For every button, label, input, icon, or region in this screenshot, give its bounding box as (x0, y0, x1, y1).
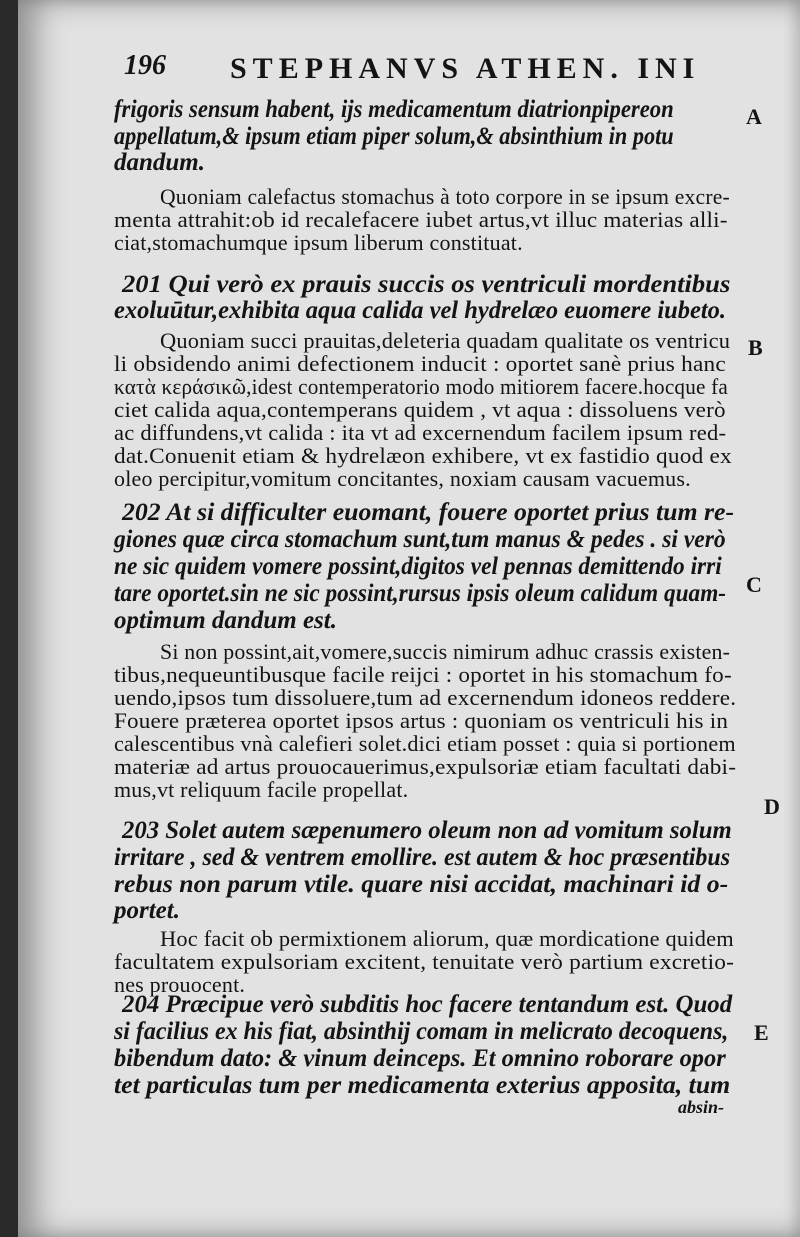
text-line: dandum. (114, 149, 206, 176)
text-line: tibus,nequeuntibusque facile reijci : oportet in his stomachum fo- (114, 662, 732, 687)
text-line: ac diffundens,vt calida : ita vt ad excernendum facilem ipsum red- (114, 420, 727, 445)
text-line: 203 Solet autem sæpenumero oleum non ad vomitum solum (122, 817, 732, 844)
margin-letter-c: C (746, 572, 762, 597)
text-line: nes prouocent. (114, 972, 246, 997)
catchword: absin- (678, 1097, 725, 1117)
text-line: 201 Qui verò ex prauis succis os ventriculi mordentibus (122, 271, 731, 298)
text-line: si facilius ex his fiat, absinthij comam in melicrato decoquens, (114, 1018, 729, 1045)
text-line: giones quæ circa stomachum sunt,tum manus & pedes . si verò (114, 526, 726, 553)
text-line: ne sic quidem vomere possint,digitos vel pennas demittendo irri (114, 553, 722, 580)
text-line: Hoc facit ob permixtionem aliorum, quæ mordicatione quidem (160, 926, 734, 951)
text-line: tet particulas tum per medicamenta exterius apposita, tum (114, 1072, 731, 1099)
text-line: Fouere præterea oportet ipsos artus : quoniam os ventriculi his in (114, 708, 729, 733)
text-line: calescentibus vnà calefieri solet.dici etiam posset : quia si portionem (114, 731, 736, 756)
text-line: ciat,stomachumque ipsum liberum constituat. (114, 230, 523, 255)
text-line: irritare , sed & ventrem emollire. est autem & hoc præsentibus (114, 844, 731, 871)
text-line: rebus non parum vtile. quare nisi accidat, machinari id o- (114, 871, 729, 898)
text-line: uendo,ipsos tum dissoluere,tum ad excernendum idoneos reddere. (114, 685, 737, 710)
text-line: κατὰ κεράσικῶ,idest contemperatorio modo mitiorem facere.hocque fa (114, 374, 728, 399)
text-line: ciet calida aqua,contemperans quidem , vt aqua : dissoluens verò (114, 397, 726, 422)
text-line: Quoniam succi prauitas,deleteria quadam qualitate os ventricu (160, 328, 731, 353)
text-line: tare oportet.sin ne sic possint,rursus ipsis oleum calidum quam- (114, 580, 727, 607)
text-line: exoluūtur,exhibita aqua calida vel hydrelæo euomere iubeto. (114, 297, 726, 324)
page-number: 196 (124, 50, 166, 81)
text-line: dat.Conuenit etiam & hydrelæon exhibere, vt ex fastidio quod ex (114, 443, 732, 468)
text-line: frigoris sensum habent, ijs medicamentum diatrionpipereon (114, 96, 674, 123)
margin-letter-e: E (754, 1020, 769, 1045)
text-line: appellatum,& ipsum etiam piper solum,& absinthium in potu (114, 123, 674, 150)
margin-letter-b: B (748, 335, 763, 360)
text-line: 202 At si difficulter euomant, fouere oportet prius tum re- (122, 499, 735, 526)
margin-letter-a: A (746, 104, 762, 129)
running-title: STEPHANVS ATHEN. INI (230, 52, 701, 85)
text-line: menta attrahit:ob id recalefacere iubet artus,vt illuc materias alli- (114, 207, 728, 232)
text-line: mus,vt reliquum facile propellat. (114, 777, 409, 802)
text-line: bibendum dato: & vinum deinceps. Et omnino roborare opor (114, 1045, 726, 1072)
text-line: Quoniam calefactus stomachus à toto corpore in se ipsum excre- (160, 184, 730, 209)
margin-letter-d: D (764, 794, 780, 819)
book-page (18, 0, 800, 1237)
text-line: optimum dandum est. (114, 607, 337, 634)
text-line: li obsidendo animi defectionem inducit : oportet sanè prius hanc (114, 351, 726, 376)
text-line: materiæ ad artus prouocauerimus,expulsoriæ etiam facultati dabi- (114, 754, 737, 779)
text-line: facultatem expulsoriam excitent, tenuitate verò partium excretio- (114, 949, 735, 974)
text-line: oleo percipitur,vomitum concitantes, noxiam causam vacuemus. (114, 466, 691, 491)
text-line: 204 Præcipue verò subditis hoc facere tentandum est. Quod (122, 991, 733, 1018)
text-line: portet. (114, 897, 180, 924)
text-line: Si non possint,ait,vomere,succis nimirum adhuc crassis existen- (160, 639, 731, 664)
